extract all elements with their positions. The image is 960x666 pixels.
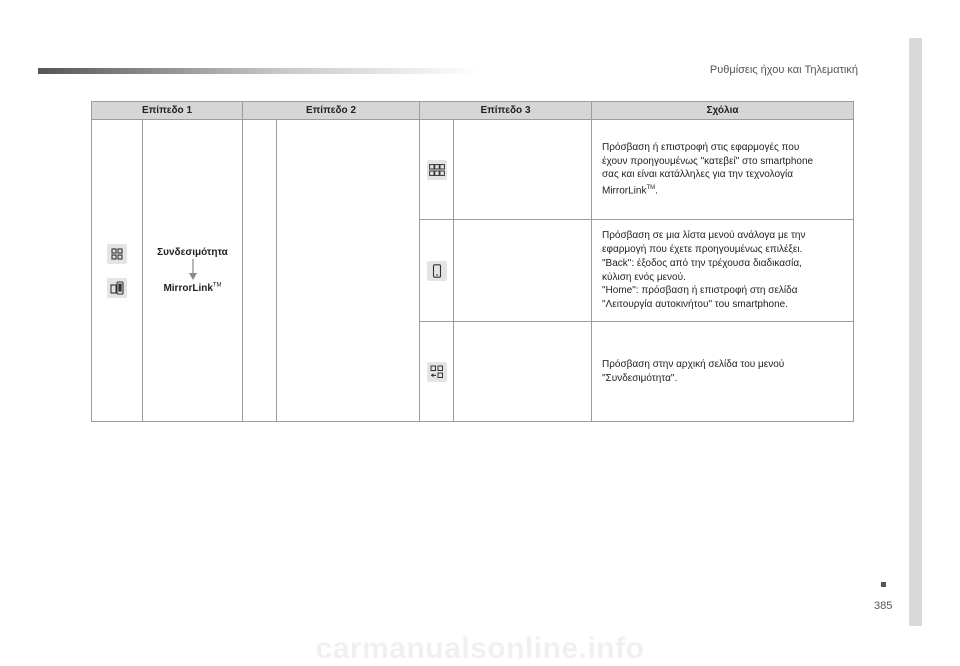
watermark: carmanualsonline.info — [315, 632, 645, 665]
page-number: 385 — [874, 600, 893, 612]
level1-label-cell — [143, 120, 243, 422]
level3-label-cell — [454, 322, 592, 422]
column-header-level-3: Επίπεδο 3 — [420, 102, 592, 120]
comment-cell: Πρόσβαση ή επιστροφή στις εφαρμογές που έχουν προηγουμένως "κατεβεί" στο smartphone σας και είναι κατάλληλες για την τεχνολογία MirrorLink™. — [592, 120, 854, 220]
page-marker — [881, 582, 886, 587]
comment-cell: Πρόσβαση στην αρχική σελίδα του μενού "Συνδεσιμότητα". — [592, 322, 854, 422]
mirrorlink-phone-icon — [107, 278, 127, 298]
smartphone-icon — [427, 261, 447, 281]
chapter-color-bar — [38, 68, 478, 74]
column-header-comments: Σχόλια — [592, 102, 854, 120]
column-header-level-1: Επίπεδο 1 — [92, 102, 243, 120]
apps-grid-icon — [427, 160, 447, 180]
level3-label-cell — [454, 220, 592, 322]
comment-cell: Πρόσβαση σε μια λίστα μενού ανάλογα με την εφαρμογή που έχετε προηγουμένως επιλέξει. "Back": έξοδος από την τρέχουσα διαδικασία, κύλιση ενός μενού. "Home": πρόσβαση ή επιστροφή στη σελίδα "Λειτουργία αυτοκινήτου" του smartphone. — [592, 220, 854, 322]
column-header-level-2: Επίπεδο 2 — [243, 102, 420, 120]
mirrorlink-label: MirrorLink™ — [163, 282, 222, 294]
level2-icon-cell — [243, 120, 277, 422]
connectivity-grid-icon — [107, 244, 127, 264]
table-header-row — [92, 102, 854, 120]
arrow-down-icon — [188, 259, 198, 281]
level3-icon-cell — [420, 220, 454, 322]
side-tab-strip — [909, 38, 922, 626]
level3-icon-cell — [420, 120, 454, 220]
chapter-title: Ρυθμίσεις ήχου και Τηλεματική — [709, 64, 858, 76]
level3-icon-cell — [420, 322, 454, 422]
connectivity-label: Συνδεσιμότητα — [157, 247, 228, 259]
level1-icon-cell — [92, 120, 143, 422]
menu-levels-table — [91, 101, 854, 422]
table-row — [92, 120, 854, 220]
level3-label-cell — [454, 120, 592, 220]
level2-label-cell — [277, 120, 420, 422]
connectivity-home-icon — [427, 362, 447, 382]
